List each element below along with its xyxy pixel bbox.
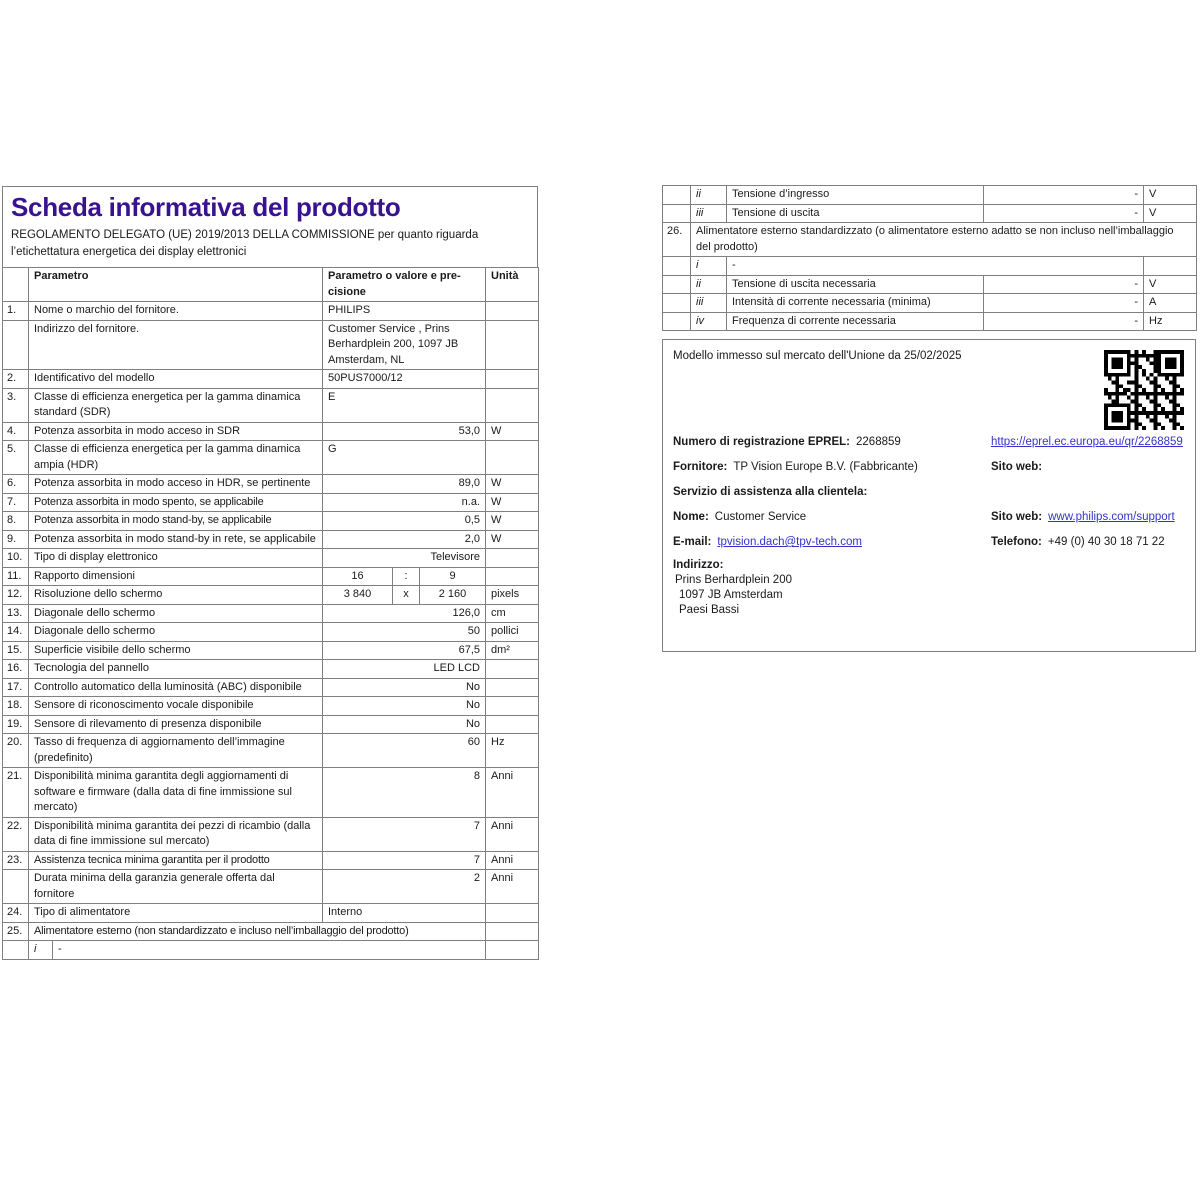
param-value: E (323, 388, 486, 422)
row-num: 26. (663, 223, 691, 257)
email-group (673, 535, 991, 550)
table-row (3, 641, 539, 660)
table-row (3, 715, 539, 734)
param-value: PHILIPS (323, 302, 486, 321)
param-unit: Hz (486, 734, 539, 768)
row-num (3, 320, 29, 370)
service-website-group (991, 510, 1185, 525)
row-num (3, 941, 29, 960)
service-name-row (673, 510, 1185, 525)
param-value: - (984, 312, 1144, 331)
param-value: No (323, 678, 486, 697)
param-unit: dm² (486, 641, 539, 660)
table-row (3, 388, 539, 422)
param-unit: pollici (486, 623, 539, 642)
param-unit (486, 941, 539, 960)
param-label: Alimentatore esterno standardizzato (o alimentatore esterno adatto se non incluso nell’imballaggio del prodotto) (691, 223, 1197, 257)
row-num: 6. (3, 475, 29, 494)
header-param: Parametro (29, 268, 323, 302)
support-website-link[interactable]: www.philips.com/support (1048, 511, 1175, 523)
parameters-table-cont (662, 275, 1197, 332)
param-value: Interno (323, 904, 486, 923)
param-unit: V (1144, 275, 1197, 294)
param-label: Potenza assorbita in modo acceso in SDR (29, 422, 323, 441)
param-value: G (323, 441, 486, 475)
page-subtitle: REGOLAMENTO DELEGATO (UE) 2019/2013 DELLA COMMISSIONE per quanto riguarda l’etichettatura energetica dei display elettronici (11, 229, 479, 258)
row-num: 9. (3, 530, 29, 549)
param-label: Risoluzione dello schermo (29, 586, 323, 605)
param-unit (486, 320, 539, 370)
param-label: Disponibilità minima garantita dei pezzi di ricambio (dalla data di fine immissione sul mercato) (29, 817, 323, 851)
phone-value: +49 (0) 40 30 18 71 22 (1047, 536, 1165, 548)
param-label: Frequenza di corrente necessaria (727, 312, 984, 331)
row-num (663, 186, 691, 205)
table-row (3, 678, 539, 697)
param-value: - (984, 275, 1144, 294)
param-value: 8 (323, 768, 486, 818)
sub-index: i (29, 941, 53, 960)
row-num: 15. (3, 641, 29, 660)
param-label: Controllo automatico della luminosità (ABC) disponibile (29, 678, 323, 697)
table-row (3, 623, 539, 642)
table-row (3, 941, 539, 960)
param-value: - (984, 204, 1144, 223)
row-num: 2. (3, 370, 29, 389)
header-num-cell (3, 268, 29, 302)
param-label: Durata minima della garanzia generale offerta dal fornitore (29, 870, 323, 904)
row-num: 20. (3, 734, 29, 768)
ratio-width: 16 (323, 567, 393, 586)
address-label: Indirizzo: (673, 559, 724, 571)
table-row (3, 302, 539, 321)
supplier-value: TP Vision Europe B.V. (Fabbricante) (733, 461, 918, 473)
website-label: Sito web: (991, 461, 1043, 473)
row-num: 13. (3, 604, 29, 623)
param-value: 60 (323, 734, 486, 768)
address-line: Prins Berhardplein 200 (675, 574, 792, 586)
parameters-table-cont (662, 185, 1197, 223)
table-row (663, 223, 1197, 257)
row-num (663, 257, 691, 276)
ratio-separator: : (393, 567, 420, 586)
parameters-table-span (2, 922, 539, 942)
param-value: Customer Service , Prins Berhardplein 200, 1097 JB Amsterdam, NL (323, 320, 486, 370)
eprel-qr-code (1104, 350, 1184, 430)
param-value: 67,5 (323, 641, 486, 660)
header-value: Parametro o valore e precisione (323, 268, 486, 302)
parameters-table-cont-span (662, 222, 1197, 257)
param-label: Tecnologia del pannello (29, 660, 323, 679)
param-label: Tipo di alimentatore (29, 904, 323, 923)
table-row (3, 530, 539, 549)
param-unit (486, 567, 539, 586)
param-label: Classe di efficienza energetica per la gamma dinamica standard (SDR) (29, 388, 323, 422)
param-unit: W (486, 512, 539, 531)
row-num: 4. (3, 422, 29, 441)
parameters-table (2, 267, 539, 568)
param-unit (486, 441, 539, 475)
email-label: E-mail: (673, 536, 712, 548)
param-label: Potenza assorbita in modo spento, se applicabile (29, 493, 323, 512)
param-label: Tensione di uscita necessaria (727, 275, 984, 294)
param-label: Tensione di uscita (727, 204, 984, 223)
supplier-group (673, 460, 991, 475)
param-value: 53,0 (323, 422, 486, 441)
eprel-row (673, 435, 1185, 450)
row-num: 16. (3, 660, 29, 679)
row-num (3, 870, 29, 904)
row-num: 5. (3, 441, 29, 475)
row-num: 14. (3, 623, 29, 642)
param-unit (486, 302, 539, 321)
param-label: Assistenza tecnica minima garantita per il prodotto (29, 851, 323, 870)
service-heading: Servizio di assistenza alla clientela: (673, 486, 868, 498)
table-row (3, 512, 539, 531)
service-name-group (673, 510, 991, 525)
table-row (3, 768, 539, 818)
sub-index: ii (691, 186, 727, 205)
supplier-row (673, 460, 1185, 475)
param-value: - (53, 941, 486, 960)
row-num: 25. (3, 922, 29, 941)
row-num: 11. (3, 567, 29, 586)
param-unit (486, 660, 539, 679)
sub-index: iii (691, 204, 727, 223)
product-sheet-left-column (2, 186, 538, 960)
qr-code-svg (1104, 350, 1184, 430)
parameters-table-subrow (2, 940, 539, 960)
param-label: Potenza assorbita in modo stand-by, se applicabile (29, 512, 323, 531)
param-label: Disponibilità minima garantita degli aggiornamenti di software e firmware (dalla data di fine immissione sul mercato) (29, 768, 323, 818)
title-box (2, 186, 538, 267)
param-unit: Anni (486, 851, 539, 870)
param-unit (486, 697, 539, 716)
table-header-row (3, 268, 539, 302)
table-row (3, 697, 539, 716)
eprel-label: Numero di registrazione EPREL: (673, 436, 851, 448)
param-unit: pixels (486, 586, 539, 605)
param-label: Potenza assorbita in modo acceso in HDR, se pertinente (29, 475, 323, 494)
param-unit: Anni (486, 870, 539, 904)
param-unit: Anni (486, 768, 539, 818)
table-row (3, 904, 539, 923)
row-num: 8. (3, 512, 29, 531)
row-num: 1. (3, 302, 29, 321)
table-row (3, 922, 539, 941)
sub-index: iv (691, 312, 727, 331)
param-unit: V (1144, 204, 1197, 223)
param-label: Sensore di riconoscimento vocale disponibile (29, 697, 323, 716)
eprel-number: 2268859 (856, 436, 901, 448)
param-unit (486, 715, 539, 734)
param-unit: W (486, 422, 539, 441)
row-num (663, 275, 691, 294)
param-label: Sensore di rilevamento di presenza disponibile (29, 715, 323, 734)
param-value: n.a. (323, 493, 486, 512)
param-value: Televisore (323, 549, 486, 568)
param-value: 50 (323, 623, 486, 642)
param-value: 0,5 (323, 512, 486, 531)
table-row (663, 257, 1197, 276)
param-label: Identificativo del modello (29, 370, 323, 389)
param-unit: A (1144, 294, 1197, 313)
row-num (663, 312, 691, 331)
table-row (3, 422, 539, 441)
supplier-label: Fornitore: (673, 461, 728, 473)
table-row (3, 567, 539, 586)
row-num: 23. (3, 851, 29, 870)
ratio-height: 9 (420, 567, 486, 586)
param-value: 50PUS7000/12 (323, 370, 486, 389)
resolution-separator: x (393, 586, 420, 605)
website-label: Sito web: (991, 511, 1043, 523)
row-num: 21. (3, 768, 29, 818)
sub-index: ii (691, 275, 727, 294)
page-title: Scheda informativa del prodotto (11, 192, 401, 222)
param-value: 7 (323, 851, 486, 870)
row-num: 24. (3, 904, 29, 923)
table-row (3, 604, 539, 623)
table-row (3, 734, 539, 768)
row-num: 18. (3, 697, 29, 716)
table-row (3, 660, 539, 679)
eprel-qr-link[interactable]: https://eprel.ec.europa.eu/qr/2268859 (991, 436, 1183, 448)
row-num (663, 204, 691, 223)
param-unit: Hz (1144, 312, 1197, 331)
market-entry-line: Modello immesso sul mercato dell'Unione da 25/02/2025 (673, 350, 962, 362)
param-value: 2 (323, 870, 486, 904)
product-sheet-right-column (662, 185, 1196, 331)
table-row (663, 275, 1197, 294)
phone-group (991, 535, 1185, 550)
sub-index: i (691, 257, 727, 276)
param-label: Diagonale dello schermo (29, 623, 323, 642)
table-row (3, 851, 539, 870)
eprel-link-group (991, 435, 1185, 450)
header-unit: Unità (486, 268, 539, 302)
param-label: Indirizzo del fornitore. (29, 320, 323, 370)
row-num: 19. (3, 715, 29, 734)
table-row (3, 493, 539, 512)
table-row (3, 870, 539, 904)
param-unit: W (486, 493, 539, 512)
registration-info-box (662, 339, 1196, 652)
table-row (3, 475, 539, 494)
name-value: Customer Service (714, 511, 807, 523)
param-label: Tasso di frequenza di aggiornamento dell’immagine (predefinito) (29, 734, 323, 768)
table-row (663, 204, 1197, 223)
row-num: 22. (3, 817, 29, 851)
param-value: 2,0 (323, 530, 486, 549)
param-unit (486, 388, 539, 422)
eprel-number-group (673, 435, 991, 450)
param-label: Rapporto dimensioni (29, 567, 323, 586)
table-row (3, 320, 539, 370)
param-unit: W (486, 530, 539, 549)
table-row (663, 186, 1197, 205)
row-num (663, 294, 691, 313)
name-label: Nome: (673, 511, 709, 523)
service-heading-row (673, 485, 1185, 500)
param-value: No (323, 697, 486, 716)
service-contact-row (673, 535, 1185, 550)
param-unit (486, 549, 539, 568)
sub-index: iii (691, 294, 727, 313)
address-line: Paesi Bassi (679, 604, 740, 616)
param-unit: cm (486, 604, 539, 623)
resolution-v: 2 160 (420, 586, 486, 605)
row-num: 3. (3, 388, 29, 422)
parameters-table-cont-subrow (662, 256, 1197, 276)
table-row (3, 549, 539, 568)
table-row (3, 441, 539, 475)
param-unit (1144, 257, 1197, 276)
table-row (663, 294, 1197, 313)
param-value: 126,0 (323, 604, 486, 623)
table-row (3, 370, 539, 389)
row-num: 7. (3, 493, 29, 512)
address-block (673, 558, 1185, 618)
row-num: 12. (3, 586, 29, 605)
table-row (3, 817, 539, 851)
param-label: Classe di efficienza energetica per la gamma dinamica ampia (HDR) (29, 441, 323, 475)
param-label: Tensione d’ingresso (727, 186, 984, 205)
param-value: No (323, 715, 486, 734)
param-unit (486, 922, 539, 941)
param-value: LED LCD (323, 660, 486, 679)
param-value: 89,0 (323, 475, 486, 494)
resolution-h: 3 840 (323, 586, 393, 605)
param-label: Diagonale dello schermo (29, 604, 323, 623)
address-line: 1097 JB Amsterdam (679, 589, 783, 601)
table-row (663, 312, 1197, 331)
param-label: Intensità di corrente necessaria (minima) (727, 294, 984, 313)
email-link[interactable]: tpvision.dach@tpv-tech.com (717, 536, 862, 548)
param-unit: W (486, 475, 539, 494)
param-unit: Anni (486, 817, 539, 851)
parameters-table (2, 604, 539, 923)
param-value: - (984, 186, 1144, 205)
param-value: - (984, 294, 1144, 313)
table-row (3, 586, 539, 605)
row-num: 10. (3, 549, 29, 568)
param-label: Tipo di display elettronico (29, 549, 323, 568)
phone-label: Telefono: (991, 536, 1042, 548)
param-unit (486, 678, 539, 697)
param-label: Potenza assorbita in modo stand-by in rete, se applicabile (29, 530, 323, 549)
param-label: Nome o marchio del fornitore. (29, 302, 323, 321)
param-value: - (727, 257, 1144, 276)
row-num: 17. (3, 678, 29, 697)
supplier-website-group (991, 460, 1185, 475)
param-unit (486, 904, 539, 923)
parameters-table-split (2, 567, 539, 605)
param-unit: V (1144, 186, 1197, 205)
param-unit (486, 370, 539, 389)
param-label: Superficie visibile dello schermo (29, 641, 323, 660)
param-value: 7 (323, 817, 486, 851)
param-label: Alimentatore esterno (non standardizzato e incluso nell’imballaggio del prodotto) (29, 922, 486, 941)
